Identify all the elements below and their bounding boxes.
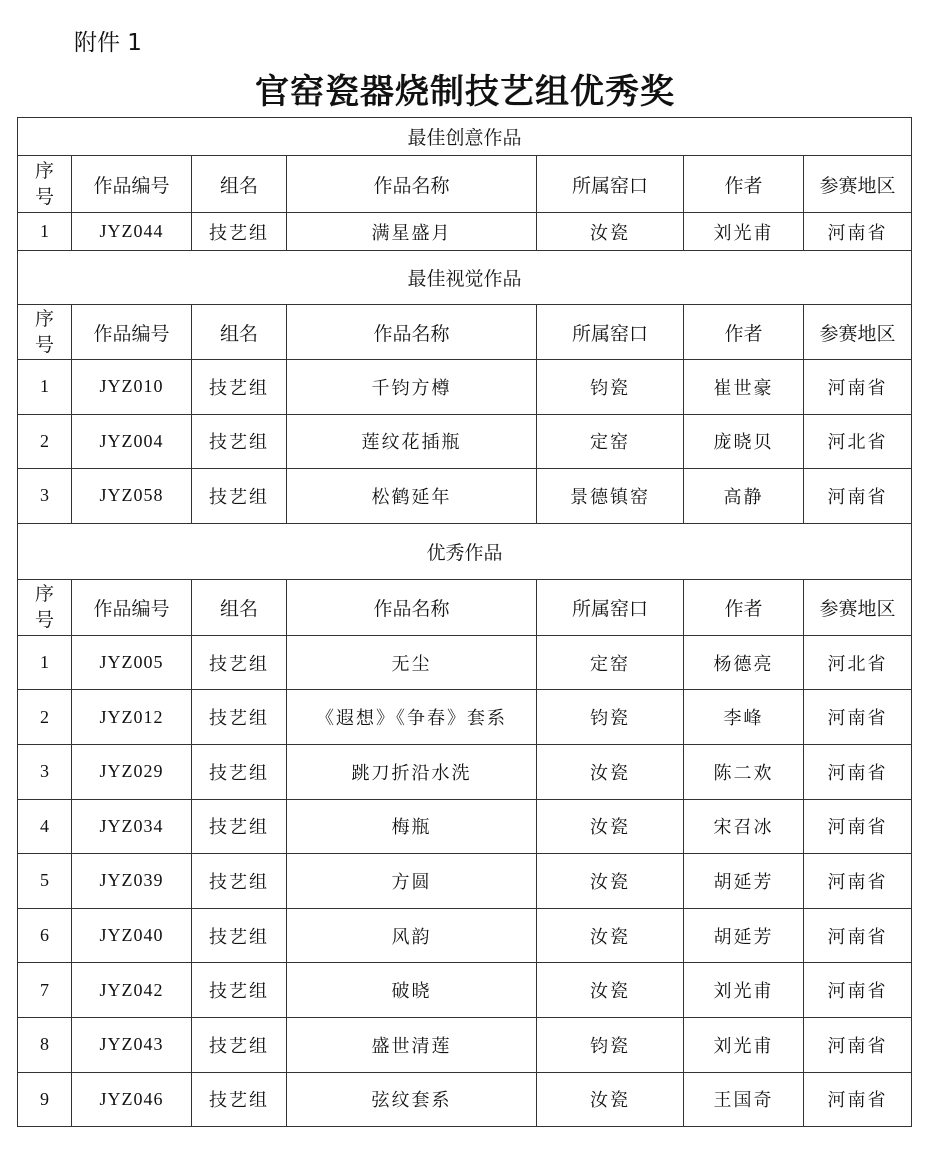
cell-kiln: 钧瓷 <box>537 360 684 415</box>
header-group: 组名 <box>192 156 287 213</box>
cell-kiln: 汝瓷 <box>537 854 684 909</box>
section-title: 优秀作品 <box>18 523 912 579</box>
table-row <box>18 213 912 251</box>
cell-work-name: 盛世清莲 <box>287 1017 537 1072</box>
cell-work-name: 无尘 <box>287 635 537 690</box>
cell-group: 技艺组 <box>192 635 287 690</box>
header-seq-char-2: 号 <box>34 609 54 632</box>
cell-group: 技艺组 <box>192 799 287 854</box>
cell-group: 技艺组 <box>192 1072 287 1127</box>
header-seq <box>18 156 72 213</box>
header-group: 组名 <box>192 579 287 635</box>
table-row <box>18 799 912 854</box>
cell-work-id: JYZ044 <box>72 213 192 251</box>
section-title-row <box>18 251 912 305</box>
cell-seq: 1 <box>18 213 72 251</box>
table-row <box>18 744 912 799</box>
cell-seq: 4 <box>18 799 72 854</box>
cell-seq: 2 <box>18 414 72 469</box>
table-row <box>18 854 912 909</box>
cell-work-name: 风韵 <box>287 908 537 963</box>
awards-table <box>17 117 912 1127</box>
header-seq-char-1: 序 <box>34 308 54 330</box>
cell-region: 河北省 <box>804 414 912 469</box>
table-row <box>18 469 912 524</box>
table-row <box>18 690 912 745</box>
cell-group: 技艺组 <box>192 360 287 415</box>
cell-kiln: 汝瓷 <box>537 908 684 963</box>
cell-region: 河南省 <box>804 799 912 854</box>
cell-kiln: 定窑 <box>537 414 684 469</box>
cell-region: 河南省 <box>804 963 912 1018</box>
cell-author: 刘光甫 <box>684 963 804 1018</box>
header-kiln: 所属窑口 <box>537 156 684 213</box>
cell-work-id: JYZ043 <box>72 1017 192 1072</box>
section-title-row <box>18 118 912 156</box>
cell-kiln: 钧瓷 <box>537 1017 684 1072</box>
header-group: 组名 <box>192 305 287 360</box>
cell-author: 刘光甫 <box>684 213 804 251</box>
header-seq-char-1: 序 <box>34 160 54 182</box>
cell-group: 技艺组 <box>192 690 287 745</box>
cell-seq: 8 <box>18 1017 72 1072</box>
header-seq-char-1: 序 <box>34 583 54 606</box>
cell-work-name: 弦纹套系 <box>287 1072 537 1127</box>
cell-kiln: 定窑 <box>537 635 684 690</box>
document-title: 官窑瓷器烧制技艺组优秀奖 <box>255 72 675 112</box>
cell-work-name: 《遐想》《争春》套系 <box>287 690 537 745</box>
table-row <box>18 908 912 963</box>
table-row <box>18 1072 912 1127</box>
header-author: 作者 <box>684 579 804 635</box>
cell-seq: 6 <box>18 908 72 963</box>
table-row <box>18 360 912 415</box>
cell-seq: 1 <box>18 635 72 690</box>
cell-work-id: JYZ029 <box>72 744 192 799</box>
cell-work-name: 破晓 <box>287 963 537 1018</box>
cell-region: 河南省 <box>804 908 912 963</box>
cell-author: 高静 <box>684 469 804 524</box>
cell-seq: 5 <box>18 854 72 909</box>
cell-work-id: JYZ010 <box>72 360 192 415</box>
section-title: 最佳视觉作品 <box>18 251 912 305</box>
header-author: 作者 <box>684 156 804 213</box>
cell-seq: 3 <box>18 469 72 524</box>
cell-region: 河南省 <box>804 1017 912 1072</box>
header-seq <box>18 305 72 360</box>
cell-work-id: JYZ034 <box>72 799 192 854</box>
header-work-id: 作品编号 <box>72 305 192 360</box>
cell-kiln: 景德镇窑 <box>537 469 684 524</box>
cell-work-id: JYZ040 <box>72 908 192 963</box>
cell-kiln: 汝瓷 <box>537 963 684 1018</box>
cell-group: 技艺组 <box>192 744 287 799</box>
table-row <box>18 1017 912 1072</box>
attachment-label: 附件 1 <box>74 30 142 56</box>
cell-author: 胡延芳 <box>684 908 804 963</box>
header-seq-char-2: 号 <box>34 334 54 356</box>
cell-region: 河南省 <box>804 1072 912 1127</box>
cell-author: 庞晓贝 <box>684 414 804 469</box>
cell-group: 技艺组 <box>192 1017 287 1072</box>
cell-author: 王国奇 <box>684 1072 804 1127</box>
cell-region: 河北省 <box>804 635 912 690</box>
column-header-row <box>18 156 912 213</box>
cell-kiln: 钧瓷 <box>537 690 684 745</box>
cell-kiln: 汝瓷 <box>537 1072 684 1127</box>
cell-work-id: JYZ042 <box>72 963 192 1018</box>
header-region: 参赛地区 <box>804 579 912 635</box>
section-title-row <box>18 523 912 579</box>
cell-group: 技艺组 <box>192 213 287 251</box>
cell-region: 河南省 <box>804 690 912 745</box>
cell-work-id: JYZ004 <box>72 414 192 469</box>
header-kiln: 所属窑口 <box>537 579 684 635</box>
cell-group: 技艺组 <box>192 908 287 963</box>
cell-author: 李峰 <box>684 690 804 745</box>
cell-work-name: 莲纹花插瓶 <box>287 414 537 469</box>
cell-work-name: 方圆 <box>287 854 537 909</box>
section-title: 最佳创意作品 <box>18 118 912 156</box>
header-work-name: 作品名称 <box>287 579 537 635</box>
cell-region: 河南省 <box>804 213 912 251</box>
cell-author: 胡延芳 <box>684 854 804 909</box>
table-row <box>18 414 912 469</box>
cell-group: 技艺组 <box>192 469 287 524</box>
cell-kiln: 汝瓷 <box>537 744 684 799</box>
cell-work-id: JYZ039 <box>72 854 192 909</box>
cell-author: 崔世豪 <box>684 360 804 415</box>
cell-group: 技艺组 <box>192 414 287 469</box>
cell-author: 刘光甫 <box>684 1017 804 1072</box>
cell-seq: 9 <box>18 1072 72 1127</box>
cell-work-name: 跳刀折沿水洗 <box>287 744 537 799</box>
header-kiln: 所属窑口 <box>537 305 684 360</box>
cell-group: 技艺组 <box>192 854 287 909</box>
cell-region: 河南省 <box>804 744 912 799</box>
header-seq <box>18 579 72 635</box>
cell-region: 河南省 <box>804 854 912 909</box>
column-header-row <box>18 305 912 360</box>
cell-work-id: JYZ005 <box>72 635 192 690</box>
cell-group: 技艺组 <box>192 963 287 1018</box>
cell-work-name: 千钧方樽 <box>287 360 537 415</box>
cell-region: 河南省 <box>804 469 912 524</box>
cell-work-name: 满星盛月 <box>287 213 537 251</box>
cell-work-id: JYZ046 <box>72 1072 192 1127</box>
cell-work-name: 梅瓶 <box>287 799 537 854</box>
header-author: 作者 <box>684 305 804 360</box>
table-row <box>18 635 912 690</box>
header-work-name: 作品名称 <box>287 156 537 213</box>
cell-author: 宋召冰 <box>684 799 804 854</box>
cell-seq: 7 <box>18 963 72 1018</box>
cell-work-id: JYZ058 <box>72 469 192 524</box>
cell-seq: 3 <box>18 744 72 799</box>
column-header-row <box>18 579 912 635</box>
header-work-id: 作品编号 <box>72 579 192 635</box>
cell-region: 河南省 <box>804 360 912 415</box>
cell-work-name: 松鹤延年 <box>287 469 537 524</box>
cell-kiln: 汝瓷 <box>537 799 684 854</box>
cell-seq: 2 <box>18 690 72 745</box>
cell-author: 陈二欢 <box>684 744 804 799</box>
cell-author: 杨德亮 <box>684 635 804 690</box>
header-seq-char-2: 号 <box>34 186 54 208</box>
cell-seq: 1 <box>18 360 72 415</box>
table-row <box>18 963 912 1018</box>
header-work-name: 作品名称 <box>287 305 537 360</box>
header-region: 参赛地区 <box>804 305 912 360</box>
cell-work-id: JYZ012 <box>72 690 192 745</box>
header-region: 参赛地区 <box>804 156 912 213</box>
cell-kiln: 汝瓷 <box>537 213 684 251</box>
header-work-id: 作品编号 <box>72 156 192 213</box>
